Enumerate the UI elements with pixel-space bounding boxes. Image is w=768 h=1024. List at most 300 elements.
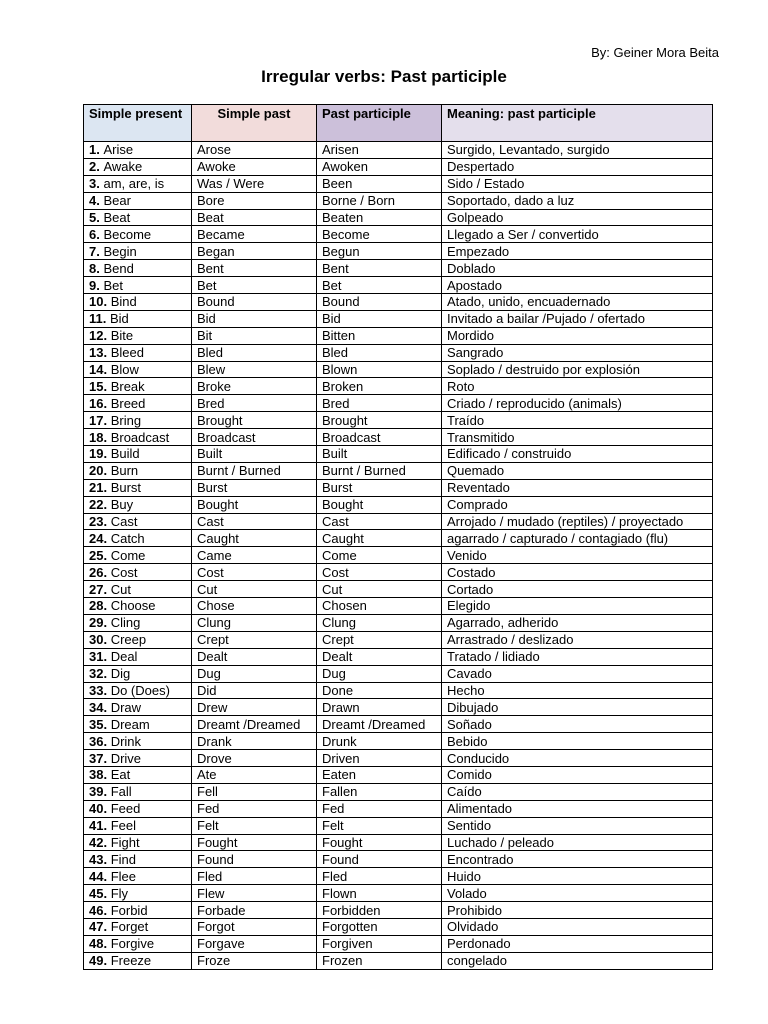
- row-number: 49.: [89, 953, 108, 969]
- verb-present: Awake: [103, 159, 143, 175]
- verb-present: Flee: [110, 868, 136, 884]
- cell-meaning: Cortado: [442, 581, 713, 598]
- verb-present: Draw: [110, 699, 142, 715]
- cell-meaning: Caído: [442, 783, 713, 800]
- cell-simple-past: Came: [192, 547, 317, 564]
- cell-simple-past: Burst: [192, 479, 317, 496]
- cell-simple-present: [84, 209, 192, 226]
- cell-meaning: Empezado: [442, 243, 713, 260]
- cell-simple-past: Forgot: [192, 918, 317, 935]
- verb-present: Fight: [110, 834, 140, 850]
- cell-simple-present: [84, 868, 192, 885]
- cell-past-participle: Fled: [317, 868, 442, 885]
- cell-simple-present: [84, 344, 192, 361]
- cell-simple-past: Began: [192, 243, 317, 260]
- cell-meaning: Mordido: [442, 327, 713, 344]
- cell-simple-past: Awoke: [192, 158, 317, 175]
- row-number: 19.: [89, 446, 108, 462]
- cell-meaning: Golpeado: [442, 209, 713, 226]
- cell-past-participle: Forgotten: [317, 918, 442, 935]
- cell-meaning: Invitado a bailar /Pujado / ofertado: [442, 310, 713, 327]
- row-number: 16.: [89, 395, 108, 411]
- verb-present: Blow: [110, 362, 139, 378]
- cell-past-participle: Drawn: [317, 699, 442, 716]
- cell-past-participle: Bound: [317, 294, 442, 311]
- table-row: [84, 783, 713, 800]
- cell-past-participle: Flown: [317, 885, 442, 902]
- verb-present: Choose: [110, 598, 156, 614]
- row-number: 44.: [89, 868, 108, 884]
- cell-meaning: agarrado / capturado / contagiado (flu): [442, 530, 713, 547]
- row-number: 27.: [89, 581, 108, 597]
- cell-meaning: Dibujado: [442, 699, 713, 716]
- cell-simple-present: [84, 733, 192, 750]
- cell-simple-past: Clung: [192, 614, 317, 631]
- table-row: [84, 547, 713, 564]
- cell-past-participle: Cost: [317, 564, 442, 581]
- cell-past-participle: Cast: [317, 513, 442, 530]
- cell-simple-past: Bet: [192, 277, 317, 294]
- cell-meaning: Cavado: [442, 665, 713, 682]
- cell-simple-past: Beat: [192, 209, 317, 226]
- cell-meaning: Surgido, Levantado, surgido: [442, 142, 713, 159]
- cell-past-participle: Fought: [317, 834, 442, 851]
- table-row: [84, 310, 713, 327]
- cell-simple-present: [84, 513, 192, 530]
- verb-present: Cling: [110, 615, 141, 631]
- cell-meaning: Sido / Estado: [442, 175, 713, 192]
- cell-simple-past: Broadcast: [192, 429, 317, 446]
- cell-simple-present: [84, 361, 192, 378]
- row-number: 4.: [89, 193, 100, 209]
- table-row: [84, 800, 713, 817]
- header-past-participle: Past participle: [317, 105, 442, 142]
- row-number: 22.: [89, 497, 108, 513]
- cell-simple-present: [84, 412, 192, 429]
- cell-simple-present: [84, 547, 192, 564]
- table-row: [84, 564, 713, 581]
- table-row: [84, 935, 713, 952]
- row-number: 43.: [89, 851, 108, 867]
- cell-simple-present: [84, 429, 192, 446]
- cell-meaning: Reventado: [442, 479, 713, 496]
- cell-meaning: Quemado: [442, 462, 713, 479]
- row-number: 1.: [89, 142, 100, 158]
- row-number: 42.: [89, 834, 108, 850]
- row-number: 21.: [89, 480, 108, 496]
- cell-simple-present: [84, 564, 192, 581]
- cell-past-participle: Bid: [317, 310, 442, 327]
- cell-meaning: Volado: [442, 885, 713, 902]
- table-row: [84, 142, 713, 159]
- row-number: 3.: [89, 176, 100, 192]
- cell-meaning: Perdonado: [442, 935, 713, 952]
- cell-meaning: congelado: [442, 952, 713, 969]
- cell-simple-past: Chose: [192, 598, 317, 615]
- cell-meaning: Conducido: [442, 750, 713, 767]
- table-row: [84, 614, 713, 631]
- cell-meaning: Comprado: [442, 496, 713, 513]
- cell-meaning: Sentido: [442, 817, 713, 834]
- cell-simple-past: Felt: [192, 817, 317, 834]
- cell-simple-present: [84, 395, 192, 412]
- cell-simple-present: [84, 750, 192, 767]
- row-number: 17.: [89, 412, 108, 428]
- header-simple-past: Simple past: [192, 105, 317, 142]
- cell-past-participle: Awoken: [317, 158, 442, 175]
- verb-present: am, are, is: [103, 176, 165, 192]
- cell-past-participle: Cut: [317, 581, 442, 598]
- row-number: 23.: [89, 514, 108, 530]
- cell-simple-past: Fought: [192, 834, 317, 851]
- verb-present: Burst: [110, 480, 142, 496]
- cell-simple-present: [84, 462, 192, 479]
- table-row: [84, 648, 713, 665]
- cell-meaning: Comido: [442, 766, 713, 783]
- verb-present: Creep: [110, 632, 147, 648]
- cell-simple-present: [84, 834, 192, 851]
- cell-simple-present: [84, 175, 192, 192]
- table-row: [84, 294, 713, 311]
- row-number: 32.: [89, 666, 108, 682]
- cell-simple-present: [84, 226, 192, 243]
- verb-present: Forgive: [110, 936, 155, 952]
- cell-simple-past: Was / Were: [192, 175, 317, 192]
- cell-simple-present: [84, 885, 192, 902]
- cell-simple-past: Flew: [192, 885, 317, 902]
- cell-past-participle: Caught: [317, 530, 442, 547]
- cell-simple-past: Bent: [192, 260, 317, 277]
- cell-simple-past: Fell: [192, 783, 317, 800]
- table-row: [84, 581, 713, 598]
- verb-present: Dig: [110, 666, 131, 682]
- table-row: [84, 327, 713, 344]
- table-row: [84, 361, 713, 378]
- table-row: [84, 682, 713, 699]
- verb-present: Feed: [110, 801, 141, 817]
- cell-meaning: Soñado: [442, 716, 713, 733]
- verb-present: Forbid: [110, 902, 148, 918]
- cell-simple-past: Found: [192, 851, 317, 868]
- table-row: [84, 158, 713, 175]
- table-row: [84, 175, 713, 192]
- cell-simple-past: Ate: [192, 766, 317, 783]
- table-row: [84, 395, 713, 412]
- verb-present: Bring: [110, 412, 142, 428]
- cell-past-participle: Crept: [317, 631, 442, 648]
- row-number: 39.: [89, 784, 108, 800]
- row-number: 47.: [89, 919, 108, 935]
- cell-simple-present: [84, 665, 192, 682]
- cell-simple-past: Dealt: [192, 648, 317, 665]
- table-row: [84, 699, 713, 716]
- cell-past-participle: Broken: [317, 378, 442, 395]
- cell-meaning: Agarrado, adherido: [442, 614, 713, 631]
- cell-simple-past: Crept: [192, 631, 317, 648]
- cell-meaning: Encontrado: [442, 851, 713, 868]
- row-number: 12.: [89, 328, 108, 344]
- table-row: [84, 716, 713, 733]
- cell-simple-present: [84, 783, 192, 800]
- cell-simple-past: Cut: [192, 581, 317, 598]
- verb-present: Arise: [103, 142, 134, 158]
- table-row: [84, 918, 713, 935]
- cell-meaning: Hecho: [442, 682, 713, 699]
- verb-present: Cast: [110, 514, 138, 530]
- row-number: 36.: [89, 733, 108, 749]
- cell-simple-past: Blew: [192, 361, 317, 378]
- table-row: [84, 817, 713, 834]
- row-number: 46.: [89, 902, 108, 918]
- verb-present: Do (Does): [110, 682, 170, 698]
- verb-present: Build: [110, 446, 140, 462]
- row-number: 11.: [89, 311, 107, 327]
- row-number: 40.: [89, 801, 108, 817]
- table-row: [84, 513, 713, 530]
- cell-past-participle: Broadcast: [317, 429, 442, 446]
- cell-past-participle: Burnt / Burned: [317, 462, 442, 479]
- verb-present: Bleed: [110, 345, 144, 361]
- cell-simple-past: Cost: [192, 564, 317, 581]
- verb-present: Fall: [110, 784, 132, 800]
- table-row: [84, 243, 713, 260]
- cell-simple-present: [84, 277, 192, 294]
- cell-past-participle: Frozen: [317, 952, 442, 969]
- cell-simple-present: [84, 699, 192, 716]
- cell-meaning: Venido: [442, 547, 713, 564]
- cell-simple-past: Dug: [192, 665, 317, 682]
- cell-meaning: Llegado a Ser / convertido: [442, 226, 713, 243]
- row-number: 24.: [89, 530, 108, 546]
- cell-past-participle: Dealt: [317, 648, 442, 665]
- cell-simple-past: Forbade: [192, 902, 317, 919]
- verb-present: Cut: [110, 581, 131, 597]
- cell-simple-past: Did: [192, 682, 317, 699]
- cell-simple-present: [84, 952, 192, 969]
- cell-meaning: Elegido: [442, 598, 713, 615]
- cell-meaning: Traído: [442, 412, 713, 429]
- cell-simple-present: [84, 682, 192, 699]
- verb-present: Bid: [109, 311, 129, 327]
- cell-past-participle: Felt: [317, 817, 442, 834]
- cell-meaning: Costado: [442, 564, 713, 581]
- table-body: [84, 142, 713, 970]
- verb-present: Come: [110, 547, 146, 563]
- row-number: 31.: [89, 649, 108, 665]
- verb-present: Dream: [110, 716, 150, 732]
- cell-past-participle: Driven: [317, 750, 442, 767]
- cell-simple-present: [84, 598, 192, 615]
- table-row: [84, 412, 713, 429]
- cell-simple-present: [84, 817, 192, 834]
- cell-simple-present: [84, 192, 192, 209]
- table-row: [84, 446, 713, 463]
- table-row: [84, 766, 713, 783]
- cell-simple-past: Fled: [192, 868, 317, 885]
- row-number: 29.: [89, 615, 108, 631]
- verb-present: Breed: [110, 395, 146, 411]
- row-number: 35.: [89, 716, 108, 732]
- table-row: [84, 530, 713, 547]
- cell-simple-present: [84, 935, 192, 952]
- verb-present: Fly: [110, 885, 129, 901]
- cell-simple-past: Bore: [192, 192, 317, 209]
- header-meaning: Meaning: past participle: [442, 105, 713, 142]
- verb-present: Freeze: [110, 953, 152, 969]
- cell-past-participle: Arisen: [317, 142, 442, 159]
- verb-present: Bend: [103, 260, 134, 276]
- cell-simple-past: Bled: [192, 344, 317, 361]
- row-number: 9.: [89, 277, 100, 293]
- cell-simple-present: [84, 243, 192, 260]
- cell-simple-past: Bound: [192, 294, 317, 311]
- cell-simple-past: Built: [192, 446, 317, 463]
- row-number: 37.: [89, 750, 108, 766]
- row-number: 33.: [89, 682, 108, 698]
- table-row: [84, 665, 713, 682]
- row-number: 15.: [89, 378, 108, 394]
- cell-meaning: Despertado: [442, 158, 713, 175]
- cell-simple-present: [84, 631, 192, 648]
- verb-present: Catch: [110, 530, 145, 546]
- table-row: [84, 462, 713, 479]
- table-row: [84, 226, 713, 243]
- row-number: 5.: [89, 210, 100, 225]
- row-number: 13.: [89, 345, 108, 361]
- verb-present: Buy: [110, 497, 134, 513]
- verb-present: Broadcast: [110, 429, 170, 445]
- verb-present: Find: [110, 851, 136, 867]
- row-number: 26.: [89, 564, 108, 580]
- cell-simple-past: Drank: [192, 733, 317, 750]
- author-line: By: Geiner Mora Beita: [591, 45, 719, 60]
- row-number: 20.: [89, 463, 108, 479]
- table-header-row: [84, 105, 713, 142]
- table-row: [84, 192, 713, 209]
- cell-simple-present: [84, 310, 192, 327]
- table-row: [84, 902, 713, 919]
- cell-simple-present: [84, 142, 192, 159]
- cell-past-participle: Come: [317, 547, 442, 564]
- header-simple-present: Simple present: [84, 105, 192, 142]
- cell-simple-past: Burnt / Burned: [192, 462, 317, 479]
- table-row: [84, 834, 713, 851]
- row-number: 8.: [89, 260, 100, 276]
- document-title: Irregular verbs: Past participle: [261, 67, 507, 86]
- verb-present: Eat: [110, 767, 131, 783]
- row-number: 25.: [89, 547, 108, 563]
- cell-simple-past: Cast: [192, 513, 317, 530]
- cell-meaning: Roto: [442, 378, 713, 395]
- table-row: [84, 952, 713, 969]
- cell-simple-present: [84, 716, 192, 733]
- cell-meaning: Arrastrado / deslizado: [442, 631, 713, 648]
- cell-meaning: Luchado / peleado: [442, 834, 713, 851]
- table-row: [84, 277, 713, 294]
- verb-present: Deal: [110, 649, 138, 665]
- cell-past-participle: Bet: [317, 277, 442, 294]
- cell-simple-present: [84, 851, 192, 868]
- row-number: 34.: [89, 699, 108, 715]
- cell-past-participle: Fallen: [317, 783, 442, 800]
- verb-present: Break: [110, 378, 145, 394]
- cell-simple-present: [84, 648, 192, 665]
- cell-past-participle: Drunk: [317, 733, 442, 750]
- cell-meaning: Criado / reproducido (animals): [442, 395, 713, 412]
- cell-simple-past: Drew: [192, 699, 317, 716]
- cell-past-participle: Blown: [317, 361, 442, 378]
- table-row: [84, 260, 713, 277]
- table-row: [84, 598, 713, 615]
- cell-past-participle: Burst: [317, 479, 442, 496]
- cell-meaning: Alimentado: [442, 800, 713, 817]
- cell-simple-present: [84, 479, 192, 496]
- cell-past-participle: Done: [317, 682, 442, 699]
- table-row: [84, 631, 713, 648]
- cell-simple-past: Bought: [192, 496, 317, 513]
- cell-past-participle: Built: [317, 446, 442, 463]
- cell-past-participle: Beaten: [317, 209, 442, 226]
- cell-past-participle: Eaten: [317, 766, 442, 783]
- table-row: [84, 378, 713, 395]
- cell-meaning: Soplado / destruido por explosión: [442, 361, 713, 378]
- cell-meaning: Prohibido: [442, 902, 713, 919]
- irregular-verbs-table: [83, 104, 713, 970]
- cell-simple-present: [84, 766, 192, 783]
- cell-past-participle: Bought: [317, 496, 442, 513]
- cell-simple-past: Bid: [192, 310, 317, 327]
- cell-simple-past: Bred: [192, 395, 317, 412]
- verb-present: Burn: [110, 463, 139, 479]
- cell-simple-present: [84, 902, 192, 919]
- row-number: 45.: [89, 885, 108, 901]
- cell-simple-past: Froze: [192, 952, 317, 969]
- cell-past-participle: Brought: [317, 412, 442, 429]
- cell-past-participle: Fed: [317, 800, 442, 817]
- row-number: 28.: [89, 598, 108, 614]
- row-number: 6.: [89, 226, 100, 242]
- cell-past-participle: Dug: [317, 665, 442, 682]
- cell-meaning: Transmitido: [442, 429, 713, 446]
- cell-past-participle: Bitten: [317, 327, 442, 344]
- table-row: [84, 750, 713, 767]
- row-number: 14.: [89, 362, 108, 378]
- cell-simple-present: [84, 327, 192, 344]
- table-row: [84, 496, 713, 513]
- row-number: 10.: [89, 294, 108, 310]
- cell-past-participle: Borne / Born: [317, 192, 442, 209]
- cell-past-participle: Found: [317, 851, 442, 868]
- cell-meaning: Bebido: [442, 733, 713, 750]
- table-row: [84, 209, 713, 226]
- cell-meaning: Doblado: [442, 260, 713, 277]
- verb-present: Begin: [103, 243, 137, 259]
- cell-simple-present: [84, 918, 192, 935]
- cell-past-participle: Bled: [317, 344, 442, 361]
- cell-simple-present: [84, 158, 192, 175]
- cell-simple-present: [84, 614, 192, 631]
- cell-simple-present: [84, 581, 192, 598]
- cell-meaning: Olvidado: [442, 918, 713, 935]
- cell-meaning: Arrojado / mudado (reptiles) / proyectado: [442, 513, 713, 530]
- row-number: 18.: [89, 429, 108, 445]
- cell-simple-past: Brought: [192, 412, 317, 429]
- row-number: 7.: [89, 243, 100, 259]
- cell-meaning: Atado, unido, encuadernado: [442, 294, 713, 311]
- cell-simple-present: [84, 378, 192, 395]
- cell-simple-past: Dreamt /Dreamed: [192, 716, 317, 733]
- cell-past-participle: Been: [317, 175, 442, 192]
